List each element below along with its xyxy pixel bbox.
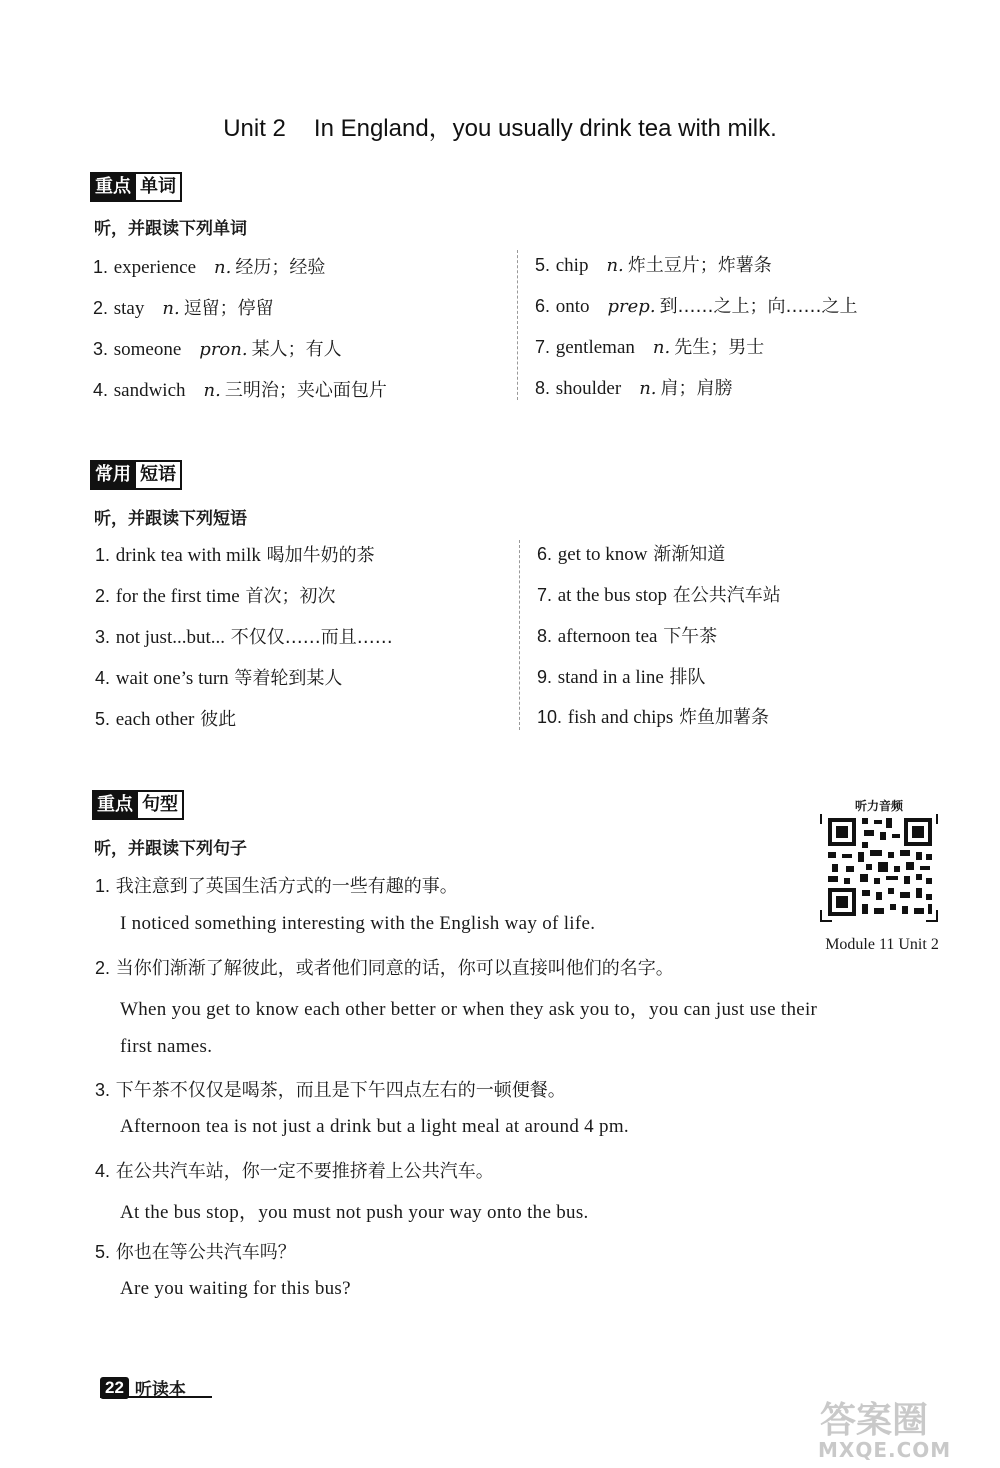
badge-key: 常用 [92,462,134,488]
column-divider [519,540,520,730]
phrase-item: 4. wait one’s turn 等着轮到某人 [95,668,343,689]
footer-underline [100,1396,212,1398]
sentence-cn: 2. 当你们渐渐了解彼此，或者他们同意的话，你可以直接叫他们的名字。 [95,958,674,979]
qr-caption: Module 11 Unit 2 [825,936,939,953]
instruction-sentences: 听，并跟读下列句子 [94,839,247,859]
phrase-item: 5. each other 彼此 [95,709,237,730]
sentence-en: Afternoon tea is not just a drink but a light meal at around 4 pm. [120,1116,629,1137]
word-item: 7. gentleman n. 先生；男士 [535,337,765,358]
sentence-en-continued: first names. [120,1036,213,1057]
section-badge-words [90,172,182,202]
badge-key: 重点 [94,792,136,818]
badge-key: 重点 [92,174,134,200]
sentence-cn: 1. 我注意到了英国生活方式的一些有趣的事。 [95,876,458,897]
word-item: 6. onto prep. 到……之上；向……之上 [535,296,858,317]
page-title [0,108,1000,143]
badge-type: 句型 [136,792,182,818]
word-item: 2. stay n. 逗留；停留 [93,298,274,319]
unit-label: Unit 2 [223,115,286,142]
qr-label: 听力音频 [816,797,942,814]
sentence-cn: 3. 下午茶不仅仅是喝茶，而且是下午四点左右的一顿便餐。 [95,1080,566,1101]
badge-type: 短语 [134,462,180,488]
page-number-value: 22 [100,1377,129,1399]
word-item: 5. chip n. 炸土豆片；炸薯条 [535,255,772,276]
section-badge-sentences [92,790,184,820]
phrase-item: 1. drink tea with milk 喝加牛奶的茶 [95,545,375,566]
word-item: 4. sandwich n. 三明治；夹心面包片 [93,380,387,401]
sentence-en: Are you waiting for this bus? [120,1278,351,1299]
word-item: 3. someone pron. 某人；有人 [93,339,342,360]
qr-code[interactable] [820,812,938,922]
unit-title: In England，you usually drink tea with milk. [313,115,777,142]
phrase-item: 6. get to know 渐渐知道 [537,544,726,565]
watermark-site: MXQE.COM [818,1438,952,1462]
sentence-en: When you get to know each other better or when they ask you to，you can just use their [120,999,818,1020]
phrase-item: 8. afternoon tea 下午茶 [537,626,718,647]
instruction-words: 听，并跟读下列单词 [94,219,247,239]
column-divider [517,250,518,400]
qr-code-icon [820,812,938,922]
phrase-item: 10. fish and chips 炸鱼加薯条 [537,707,770,728]
sentence-cn: 5. 你也在等公共汽车吗？ [95,1242,296,1263]
phrase-item: 9. stand in a line 排队 [537,667,706,688]
phrase-item: 2. for the first time 首次；初次 [95,586,336,607]
sentence-cn: 4. 在公共汽车站，你一定不要推挤着上公共汽车。 [95,1161,494,1182]
sentence-en: At the bus stop，you must not push your way onto the bus. [120,1202,589,1223]
phrase-item: 7. at the bus stop 在公共汽车站 [537,585,781,606]
phrase-item: 3. not just...but... 不仅仅……而且…… [95,627,393,648]
page-book-label: 听读本 [134,1380,186,1400]
instruction-phrases: 听，并跟读下列短语 [94,509,247,529]
badge-type: 单词 [134,174,180,200]
watermark-logo: 答案圈 [820,1400,929,1441]
sentence-en: I noticed something interesting with the English way of life. [120,913,596,934]
word-item: 8. shoulder n. 肩；肩膀 [535,378,733,399]
section-badge-phrases [90,460,182,490]
word-item: 1. experience n. 经历；经验 [93,257,326,278]
